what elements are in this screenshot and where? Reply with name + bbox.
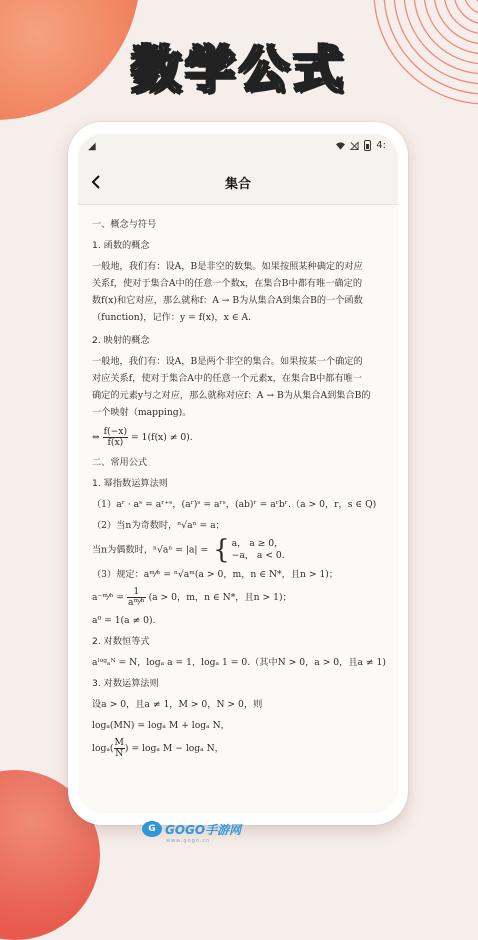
fraction-denominator: f(x) [107,437,124,448]
phone-screen [78,134,398,813]
paragraph-mapping-concept [92,353,392,421]
notification-icon: ◢ [88,141,96,152]
subsection-heading: 1. 幂指数运算法则 [92,478,168,489]
formula-line: 设a > 0，且a ≠ 1，M > 0，N > 0，则 [92,699,263,710]
subsection-heading: 3. 对数运算法则 [92,678,159,689]
formula-text: = logₐ M − logₐ N， [131,743,224,754]
formula-content [92,216,392,813]
case-line: a， a ≥ 0， [231,538,284,549]
text-line: 对应关系f，使对于集合A中的任意一个元素x，在集合B中都有唯一 [92,373,363,384]
fraction-numerator: 1 [127,587,146,598]
fraction [103,427,128,448]
watermark-url: www.gogo.cn [166,838,211,844]
formula-line: （2）当n为奇数时，ⁿ√aⁿ = a； [92,520,225,531]
section-heading: 一、概念与符号 [92,219,157,230]
formula-ratio [92,427,392,448]
text-line: 关系f，使对于集合A中的任意一个数x，在集合B中都有唯一确定的 [92,278,363,289]
formula-text: logₐ [92,743,110,754]
fraction-denominator: aᵐ⁄ⁿ [128,597,145,608]
piecewise-cases [211,535,285,565]
app-bar [78,160,398,205]
fraction-numerator: M [114,737,124,748]
promo-title: 数学公式 [131,41,347,99]
fraction-denominator: N [115,748,124,759]
text-line: 确定的元素y与之对应，那么就称对应f：A → B为从集合A到集合B的 [92,390,371,401]
section-heading: 二、常用公式 [92,457,148,468]
fraction [127,587,146,608]
text-line: 数f(x)和它对应，那么就称f：A → B为从集合A到集合B的一个函数 [92,295,363,306]
formula-text: = 1(f(x) ≠ 0). [131,432,193,443]
formula-text: (a > 0，m，n ∈ N*，且n > 1)； [148,592,292,603]
phone-frame [68,122,408,825]
cases [232,538,285,562]
formula-line: （3）规定：aᵐ⁄ⁿ = ⁿ√aᵐ(a > 0，m，n ∈ N*，且n > 1)； [92,569,339,580]
formula-negative-exponent [92,587,392,608]
battery-icon [364,140,371,151]
fraction-numerator: f(−x) [103,426,128,437]
status-time: 4: [376,140,386,151]
formula-log-quotient: logₐ( $\frac{M}{N}$ ) = logₐ M − logₐ N， [92,737,224,759]
text-line: 一般地，我们有：设A，B是两个非空的集合。如果按某一个确定的 [92,356,363,367]
formula-text: a⁻ᵐ⁄ⁿ = [92,592,125,603]
text-line: （function)，记作：y = f(x)，x ∈ A. [92,312,252,323]
wifi-icon [336,141,345,151]
subsection-heading: 2. 映射的概念 [92,335,150,346]
fraction [114,738,125,759]
formula-text: ⇔ [92,432,100,443]
watermark-logo [142,820,241,838]
no-signal-icon [350,141,359,151]
text-line: 一个映射（mapping)。 [92,407,192,418]
watermark-text: GOGO手游网 [165,822,242,837]
formula-line: a⁰ = 1(a ≠ 0). [92,615,156,626]
formula-text: 当n为偶数时，ⁿ√aⁿ = |a| = [92,544,209,556]
paragraph-function-concept [92,258,392,326]
formula-line: aˡᵒᵍₐᴺ = N，logₐ a = 1，logₐ 1 = 0.（其中N > 0，a > 0，且a ≠ 1) [92,657,386,668]
subsection-heading: 2. 对数恒等式 [92,636,150,647]
status-icons [336,140,386,151]
subsection-heading: 1. 函数的概念 [92,240,150,251]
formula-piecewise [92,535,392,565]
status-bar [78,134,398,160]
page-title: 集合 [224,177,251,192]
gogo-logo-icon: G [142,821,162,837]
case-line: −a， a < 0. [231,550,285,561]
formula-line: （1）aʳ · aˢ = aʳ⁺ˢ，(aʳ)ˢ = aʳˢ，(ab)ʳ = aʳbʳ.（a > 0，r，s ∈ Q) [92,499,377,510]
text-line: 一般地，我们有：设A，B是非空的数集。如果按照某种确定的对应 [92,261,363,272]
brace-symbol: { [213,535,230,565]
formula-line: logₐ(MN) = logₐ M + logₐ N， [92,720,230,731]
